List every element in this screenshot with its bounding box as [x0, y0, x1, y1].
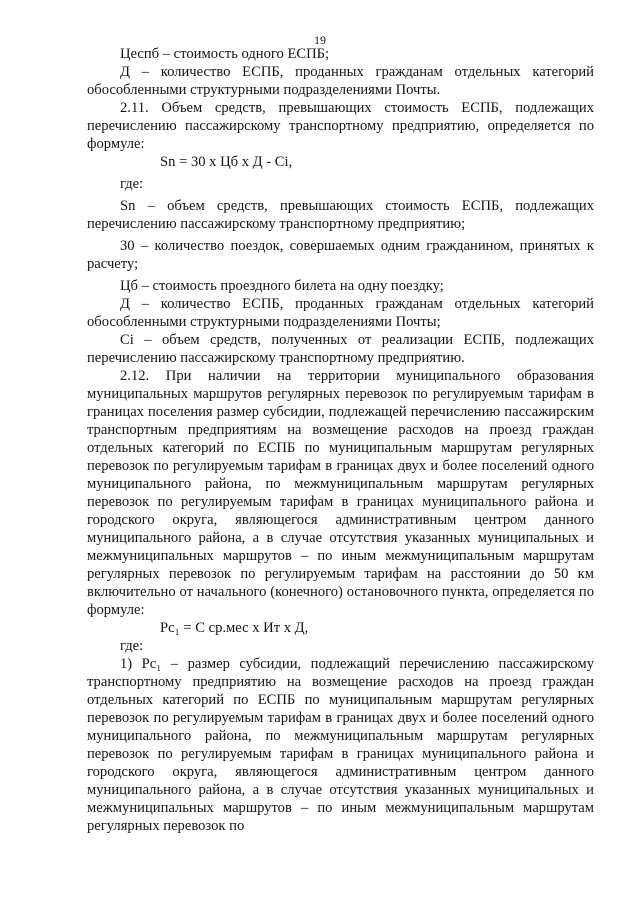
definition-tsespb: Цеспб – стоимость одного ЕСПБ;	[120, 46, 330, 62]
paragraph-2-12: 2.12. При наличии на территории муниципального образования муниципальных маршрутов регулярных перевозок по регулируемым тарифам в границах поселения размер субсидии, подлежащей перечислению пассажирским транспортным предприятиям на возмещение расходов на проезд граждан отдельных категорий по ЕСПБ по муниципальным маршрутам регулярных перевозок по регулируемым тарифам в границах двух и более поселений одного муниципального района, по межмуниципальным маршрутам регулярных перевозок по регулируемым тарифам в границах муниципального района и городского округа, являющегося административным центром данного муниципального района, а в случае отсутствия указанных муниципальных и межмуниципальных маршрутов – по иным межмуниципальным маршрутам регулярных перевозок по регулируемым тарифам на расстоянии до 50 км включительно от начального (конечного) остановочного пункта, определяется по формуле:	[87, 368, 594, 618]
where-label-1: где:	[120, 176, 144, 192]
paragraph-2-11: 2.11. Объем средств, превышающих стоимость ЕСПБ, подлежащих перечислению пассажирскому транспортному предприятию, определяется по формуле:	[87, 100, 594, 152]
page-number: 19	[314, 33, 326, 47]
definition-d-post: Д – количество ЕСПБ, проданных гражданам отдельных категорий обособленными структурными подразделениями Почты.	[87, 64, 594, 98]
item-1-rs1: 1) Рс₁ – размер субсидии, подлежащий перечислению пассажирскому транспортному предприятию на возмещение расходов на проезд граждан отдельных категорий по ЕСПБ по муниципальным маршрутам регулярных перевозок по регулируемым тарифам в границах двух и более поселений одного муниципального района, по межмуниципальным маршрутам регулярных перевозок по регулируемым тарифам в границах муниципального района и городского округа, являющегося административным центром данного муниципального района, а в случае отсутствия указанных муниципальных и межмуниципальных маршрутов – по иным межмуниципальным маршрутам регулярных перевозок по	[87, 656, 594, 834]
definition-d: Д – количество ЕСПБ, проданных гражданам отдельных категорий обособленными структурными подразделениями Почты;	[87, 296, 594, 330]
formula-sn: Sn = 30 х Цб х Д - Ci,	[160, 154, 293, 170]
definition-tsb: Цб – стоимость проездного билета на одну поездку;	[120, 278, 444, 294]
formula-rs1: Рс₁ = С ср.мес х Ит х Д,	[160, 620, 309, 636]
definition-ci: Ci – объем средств, полученных от реализации ЕСПБ, подлежащих перечислению пассажирскому транспортному предприятию.	[87, 332, 594, 366]
definition-sn: Sn – объем средств, превышающих стоимость ЕСПБ, подлежащих перечислению пассажирскому транспортному предприятию;	[87, 198, 594, 232]
document-body	[87, 45, 594, 835]
where-label-2: где:	[120, 638, 144, 654]
definition-30: 30 – количество поездок, совершаемых одним гражданином, принятых к расчету;	[87, 238, 594, 272]
